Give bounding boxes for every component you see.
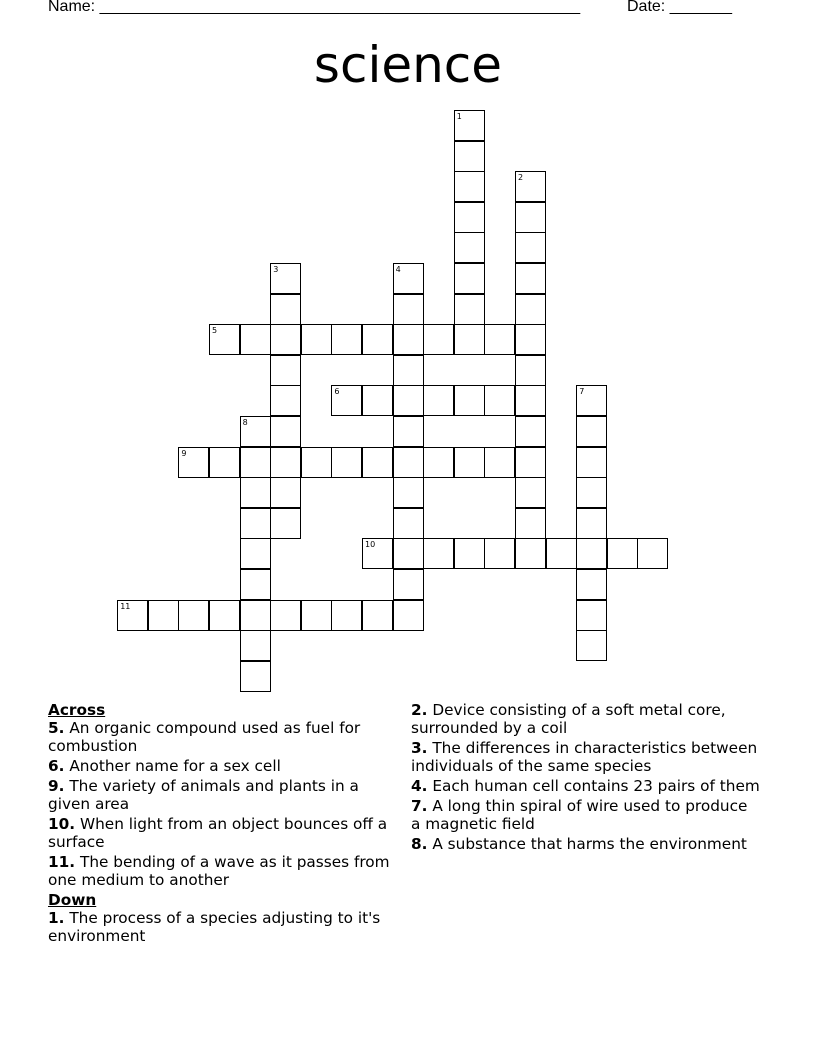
grid-cell[interactable] [454, 385, 485, 416]
grid-cell[interactable] [393, 294, 424, 325]
grid-cell[interactable] [576, 600, 607, 631]
grid-cell[interactable] [209, 600, 240, 631]
grid-cell[interactable] [454, 538, 485, 569]
grid-cell[interactable] [454, 110, 485, 141]
clue-item [411, 777, 761, 795]
grid-cell[interactable] [393, 385, 424, 416]
grid-cell[interactable] [576, 630, 607, 661]
clue-number: 4 [395, 265, 401, 274]
grid-cell[interactable] [393, 416, 424, 447]
grid-cell[interactable] [576, 416, 607, 447]
clue-item [411, 701, 761, 737]
clue-item-text: Another name for a sex cell [64, 757, 281, 775]
across-clue-list [48, 719, 393, 889]
grid-cell[interactable] [240, 477, 271, 508]
grid-cell[interactable] [454, 324, 485, 355]
clue-item-number: 1. [48, 909, 65, 927]
clue-number: 11 [120, 601, 131, 611]
grid-cell[interactable] [362, 447, 393, 478]
grid-cell[interactable] [576, 447, 607, 478]
grid-cell[interactable] [331, 385, 362, 416]
grid-cell[interactable] [301, 600, 332, 631]
clue-item-text: When light from an object bounces off a surface [48, 815, 388, 851]
clue-item-text: The bending of a wave as it passes from one medium to another [48, 853, 390, 889]
clue-item-text: A long thin spiral of wire used to produce a magnetic field [411, 797, 748, 833]
grid-cell[interactable] [576, 508, 607, 539]
grid-cell[interactable] [117, 600, 148, 631]
grid-cell[interactable] [393, 477, 424, 508]
clue-number: 5 [212, 326, 218, 336]
grid-cell[interactable] [515, 385, 546, 416]
grid-cell[interactable] [393, 508, 424, 539]
grid-cell[interactable] [270, 385, 301, 416]
grid-cell[interactable] [270, 508, 301, 539]
grid-cell[interactable] [515, 324, 546, 355]
grid-cell[interactable] [178, 600, 209, 631]
clue-item-text: A substance that harms the environment [427, 835, 747, 853]
grid-cell[interactable] [515, 416, 546, 447]
clue-item [48, 909, 393, 945]
grid-cell[interactable] [270, 477, 301, 508]
grid-cell[interactable] [270, 600, 301, 631]
grid-cell[interactable] [484, 538, 515, 569]
grid-cell[interactable] [240, 508, 271, 539]
grid-cell[interactable] [546, 538, 577, 569]
clue-item [411, 739, 761, 775]
clue-item [48, 719, 393, 755]
grid-cell[interactable] [484, 447, 515, 478]
grid-cell[interactable] [515, 171, 546, 202]
clue-item-number: 7. [411, 797, 428, 815]
clue-item-number: 11. [48, 853, 76, 871]
grid-cell[interactable] [240, 630, 271, 661]
clue-number: 1 [456, 112, 462, 121]
clue-item-number: 5. [48, 719, 65, 737]
grid-cell[interactable] [393, 569, 424, 600]
grid-cell[interactable] [270, 447, 301, 478]
clue-item-number: 10. [48, 815, 76, 833]
grid-cell[interactable] [148, 600, 179, 631]
grid-cell[interactable] [362, 600, 393, 631]
grid-cell[interactable] [240, 447, 271, 478]
grid-cell[interactable] [515, 202, 546, 233]
clue-item [48, 757, 393, 775]
grid-cell[interactable] [576, 538, 607, 569]
grid-cell[interactable] [240, 416, 271, 447]
grid-cell[interactable] [423, 447, 454, 478]
grid-cell[interactable] [454, 294, 485, 325]
clue-item-text: The variety of animals and plants in a given area [48, 777, 359, 813]
grid-cell[interactable] [454, 141, 485, 172]
across-heading: Across [48, 701, 106, 719]
grid-cell[interactable] [484, 324, 515, 355]
clue-item-text: Each human cell contains 23 pairs of them [427, 777, 760, 795]
grid-cell[interactable] [240, 538, 271, 569]
grid-cell[interactable] [393, 324, 424, 355]
page-title: science [313, 36, 503, 94]
grid-cell[interactable] [515, 263, 546, 294]
grid-cell[interactable] [270, 416, 301, 447]
grid-cell[interactable] [393, 355, 424, 386]
grid-cell[interactable] [362, 385, 393, 416]
grid-cell[interactable] [270, 355, 301, 386]
grid-cell[interactable] [301, 447, 332, 478]
grid-cell[interactable] [454, 232, 485, 263]
grid-cell[interactable] [454, 171, 485, 202]
down-clue-list [48, 909, 393, 945]
clues-left-column [48, 701, 393, 947]
grid-cell[interactable] [270, 263, 301, 294]
clue-item-text: Device consisting of a soft metal core, surrounded by a coil [411, 701, 726, 737]
grid-cell[interactable] [515, 477, 546, 508]
grid-cell[interactable] [331, 600, 362, 631]
clue-item-number: 6. [48, 757, 65, 775]
clue-number: 7 [579, 387, 585, 397]
clue-item-number: 9. [48, 777, 65, 795]
grid-cell[interactable] [515, 232, 546, 263]
clue-item-text: The differences in characteristics between individuals of the same species [411, 739, 758, 775]
name-field[interactable]: Name: ______________________________________________________ [48, 0, 581, 15]
grid-cell[interactable] [515, 447, 546, 478]
grid-cell[interactable] [454, 263, 485, 294]
grid-cell[interactable] [270, 324, 301, 355]
grid-cell[interactable] [240, 600, 271, 631]
clue-item-text: An organic compound used as fuel for combustion [48, 719, 361, 755]
grid-cell[interactable] [423, 538, 454, 569]
grid-cell[interactable] [240, 569, 271, 600]
clue-item [48, 853, 393, 889]
grid-cell[interactable] [393, 447, 424, 478]
grid-cell[interactable] [178, 447, 209, 478]
grid-cell[interactable] [209, 447, 240, 478]
clue-number: 8 [242, 418, 248, 427]
grid-cell[interactable] [576, 569, 607, 600]
grid-cell[interactable] [393, 600, 424, 631]
clue-number: 3 [273, 265, 279, 274]
grid-cell[interactable] [515, 538, 546, 569]
clue-item-number: 4. [411, 777, 428, 795]
grid-cell[interactable] [637, 538, 668, 569]
grid-cell[interactable] [362, 538, 393, 569]
clue-number: 6 [334, 387, 340, 397]
grid-cell[interactable] [240, 324, 271, 355]
grid-cell[interactable] [454, 202, 485, 233]
grid-cell[interactable] [331, 324, 362, 355]
grid-cell[interactable] [576, 477, 607, 508]
grid-cell[interactable] [454, 447, 485, 478]
clue-item-number: 3. [411, 739, 428, 757]
grid-cell[interactable] [423, 324, 454, 355]
grid-cell[interactable] [393, 538, 424, 569]
clue-item-number: 8. [411, 835, 428, 853]
clue-number: 2 [518, 173, 524, 183]
date-field[interactable]: Date: _______ [627, 0, 732, 15]
clue-item [411, 835, 761, 853]
clue-item-text: The process of a species adjusting to it's environment [48, 909, 381, 945]
grid-cell[interactable] [576, 385, 607, 416]
grid-cell[interactable] [240, 661, 271, 692]
clue-item [48, 777, 393, 813]
grid-cell[interactable] [393, 263, 424, 294]
grid-cell[interactable] [331, 447, 362, 478]
down-heading: Down [48, 891, 97, 909]
grid-cell[interactable] [270, 294, 301, 325]
grid-cell[interactable] [515, 508, 546, 539]
grid-cell[interactable] [607, 538, 638, 569]
grid-cell[interactable] [515, 294, 546, 325]
down-clue-list-continued [411, 701, 761, 853]
grid-cell[interactable] [515, 355, 546, 386]
clue-item [411, 797, 761, 833]
clue-item-number: 2. [411, 701, 428, 719]
grid-cell[interactable] [484, 385, 515, 416]
grid-cell[interactable] [301, 324, 332, 355]
clue-number: 9 [181, 448, 187, 458]
grid-cell[interactable] [423, 385, 454, 416]
clue-item [48, 815, 393, 851]
clue-number: 10 [365, 540, 376, 550]
grid-cell[interactable] [362, 324, 393, 355]
grid-cell[interactable] [209, 324, 240, 355]
clues-right-column [411, 701, 761, 855]
